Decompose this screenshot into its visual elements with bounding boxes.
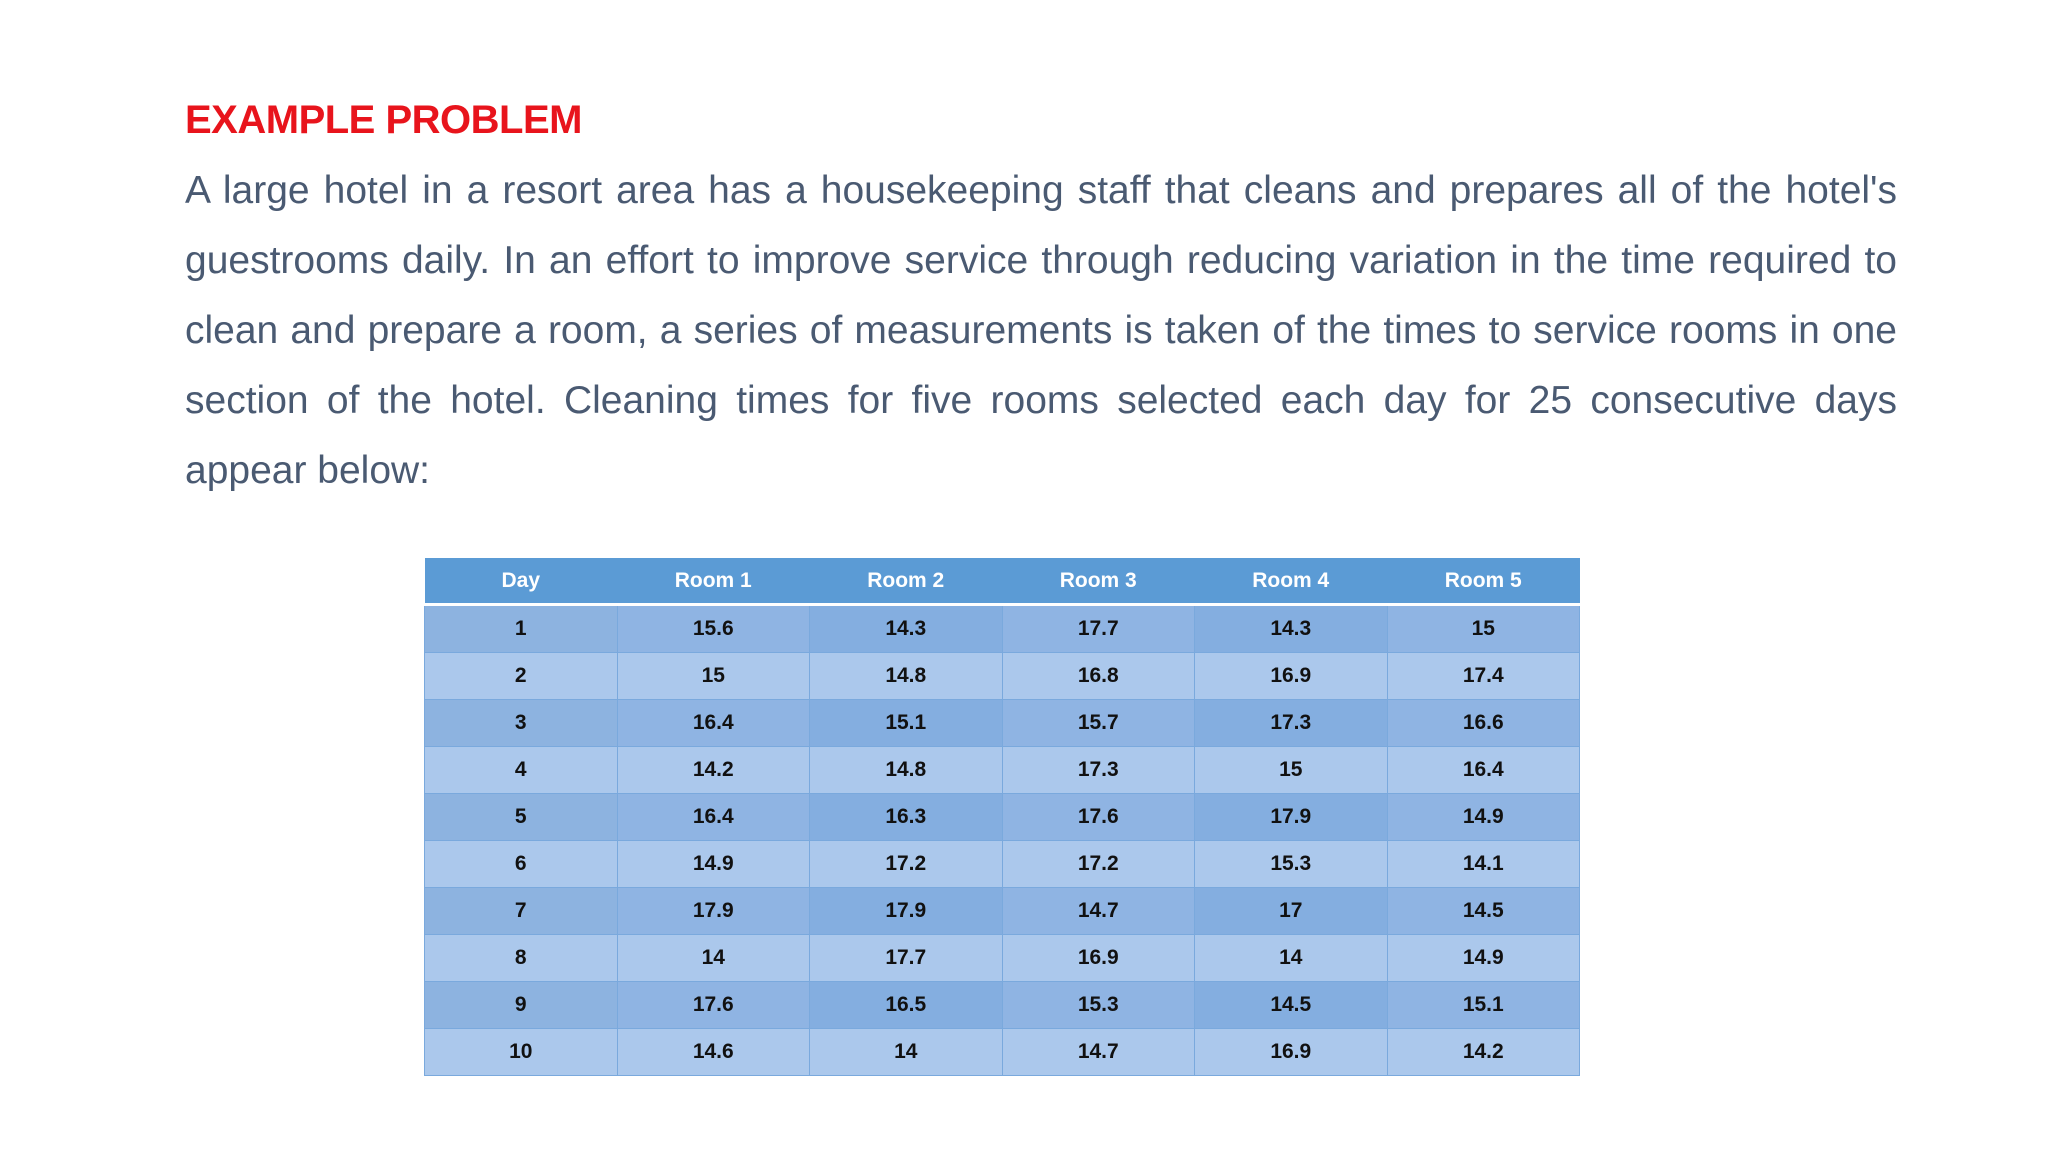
day-cell: 6 <box>425 841 618 888</box>
room-4-cell: 14 <box>1195 935 1388 982</box>
room-5-cell: 14.1 <box>1387 841 1580 888</box>
header-day: Day <box>425 558 618 605</box>
day-cell: 5 <box>425 794 618 841</box>
day-cell: 9 <box>425 982 618 1029</box>
table-body <box>425 605 1580 1076</box>
room-1-cell: 16.4 <box>617 794 810 841</box>
room-4-cell: 16.9 <box>1195 653 1388 700</box>
room-3-cell: 17.2 <box>1002 841 1195 888</box>
day-cell: 10 <box>425 1029 618 1076</box>
room-3-cell: 17.7 <box>1002 605 1195 653</box>
room-3-cell: 14.7 <box>1002 888 1195 935</box>
room-5-cell: 17.4 <box>1387 653 1580 700</box>
header-room-1: Room 1 <box>617 558 810 605</box>
room-4-cell: 15 <box>1195 747 1388 794</box>
problem-paragraph: A large hotel in a resort area has a housekeeping staff that cleans and prepares all of the hotel's guestrooms daily. In an effort to improve service through reducing variation in the time required to clean and prepare a room, a series of measurements is taken of the times to service rooms in one section of the hotel. Cleaning times for five rooms selected each day for 25 consecutive days appear below: <box>185 169 1897 492</box>
room-4-cell: 14.5 <box>1195 982 1388 1029</box>
room-1-cell: 16.4 <box>617 700 810 747</box>
room-1-cell: 17.6 <box>617 982 810 1029</box>
room-2-cell: 14.8 <box>810 653 1003 700</box>
header-room-5: Room 5 <box>1387 558 1580 605</box>
slide-heading: EXAMPLE PROBLEM <box>185 98 582 142</box>
room-3-cell: 15.7 <box>1002 700 1195 747</box>
table-row <box>425 982 1580 1029</box>
table-row <box>425 1029 1580 1076</box>
room-1-cell: 14.6 <box>617 1029 810 1076</box>
room-4-cell: 16.9 <box>1195 1029 1388 1076</box>
day-cell: 4 <box>425 747 618 794</box>
room-2-cell: 17.2 <box>810 841 1003 888</box>
room-4-cell: 14.3 <box>1195 605 1388 653</box>
room-3-cell: 17.6 <box>1002 794 1195 841</box>
table-row <box>425 935 1580 982</box>
room-1-cell: 14.9 <box>617 841 810 888</box>
room-2-cell: 14.8 <box>810 747 1003 794</box>
header-room-4: Room 4 <box>1195 558 1388 605</box>
day-cell: 7 <box>425 888 618 935</box>
header-room-2: Room 2 <box>810 558 1003 605</box>
room-2-cell: 16.5 <box>810 982 1003 1029</box>
day-cell: 2 <box>425 653 618 700</box>
room-2-cell: 17.7 <box>810 935 1003 982</box>
room-2-cell: 15.1 <box>810 700 1003 747</box>
room-2-cell: 14 <box>810 1029 1003 1076</box>
cleaning-times-table-container <box>424 558 1580 1076</box>
room-4-cell: 15.3 <box>1195 841 1388 888</box>
room-5-cell: 16.6 <box>1387 700 1580 747</box>
day-cell: 8 <box>425 935 618 982</box>
room-5-cell: 14.5 <box>1387 888 1580 935</box>
table-row <box>425 888 1580 935</box>
room-3-cell: 16.9 <box>1002 935 1195 982</box>
room-5-cell: 16.4 <box>1387 747 1580 794</box>
room-1-cell: 14 <box>617 935 810 982</box>
cleaning-times-table <box>424 558 1580 1076</box>
room-2-cell: 16.3 <box>810 794 1003 841</box>
room-5-cell: 14.2 <box>1387 1029 1580 1076</box>
room-5-cell: 15 <box>1387 605 1580 653</box>
room-5-cell: 15.1 <box>1387 982 1580 1029</box>
header-room-3: Room 3 <box>1002 558 1195 605</box>
room-3-cell: 14.7 <box>1002 1029 1195 1076</box>
room-5-cell: 14.9 <box>1387 794 1580 841</box>
table-row <box>425 841 1580 888</box>
room-4-cell: 17.3 <box>1195 700 1388 747</box>
room-4-cell: 17.9 <box>1195 794 1388 841</box>
table-row <box>425 653 1580 700</box>
room-1-cell: 15.6 <box>617 605 810 653</box>
table-row <box>425 605 1580 653</box>
table-header-row <box>425 558 1580 605</box>
room-1-cell: 15 <box>617 653 810 700</box>
table-row <box>425 700 1580 747</box>
day-cell: 3 <box>425 700 618 747</box>
room-4-cell: 17 <box>1195 888 1388 935</box>
room-1-cell: 14.2 <box>617 747 810 794</box>
room-1-cell: 17.9 <box>617 888 810 935</box>
room-3-cell: 17.3 <box>1002 747 1195 794</box>
day-cell: 1 <box>425 605 618 653</box>
room-3-cell: 16.8 <box>1002 653 1195 700</box>
room-2-cell: 17.9 <box>810 888 1003 935</box>
room-3-cell: 15.3 <box>1002 982 1195 1029</box>
room-2-cell: 14.3 <box>810 605 1003 653</box>
table-row <box>425 747 1580 794</box>
table-row <box>425 794 1580 841</box>
room-5-cell: 14.9 <box>1387 935 1580 982</box>
